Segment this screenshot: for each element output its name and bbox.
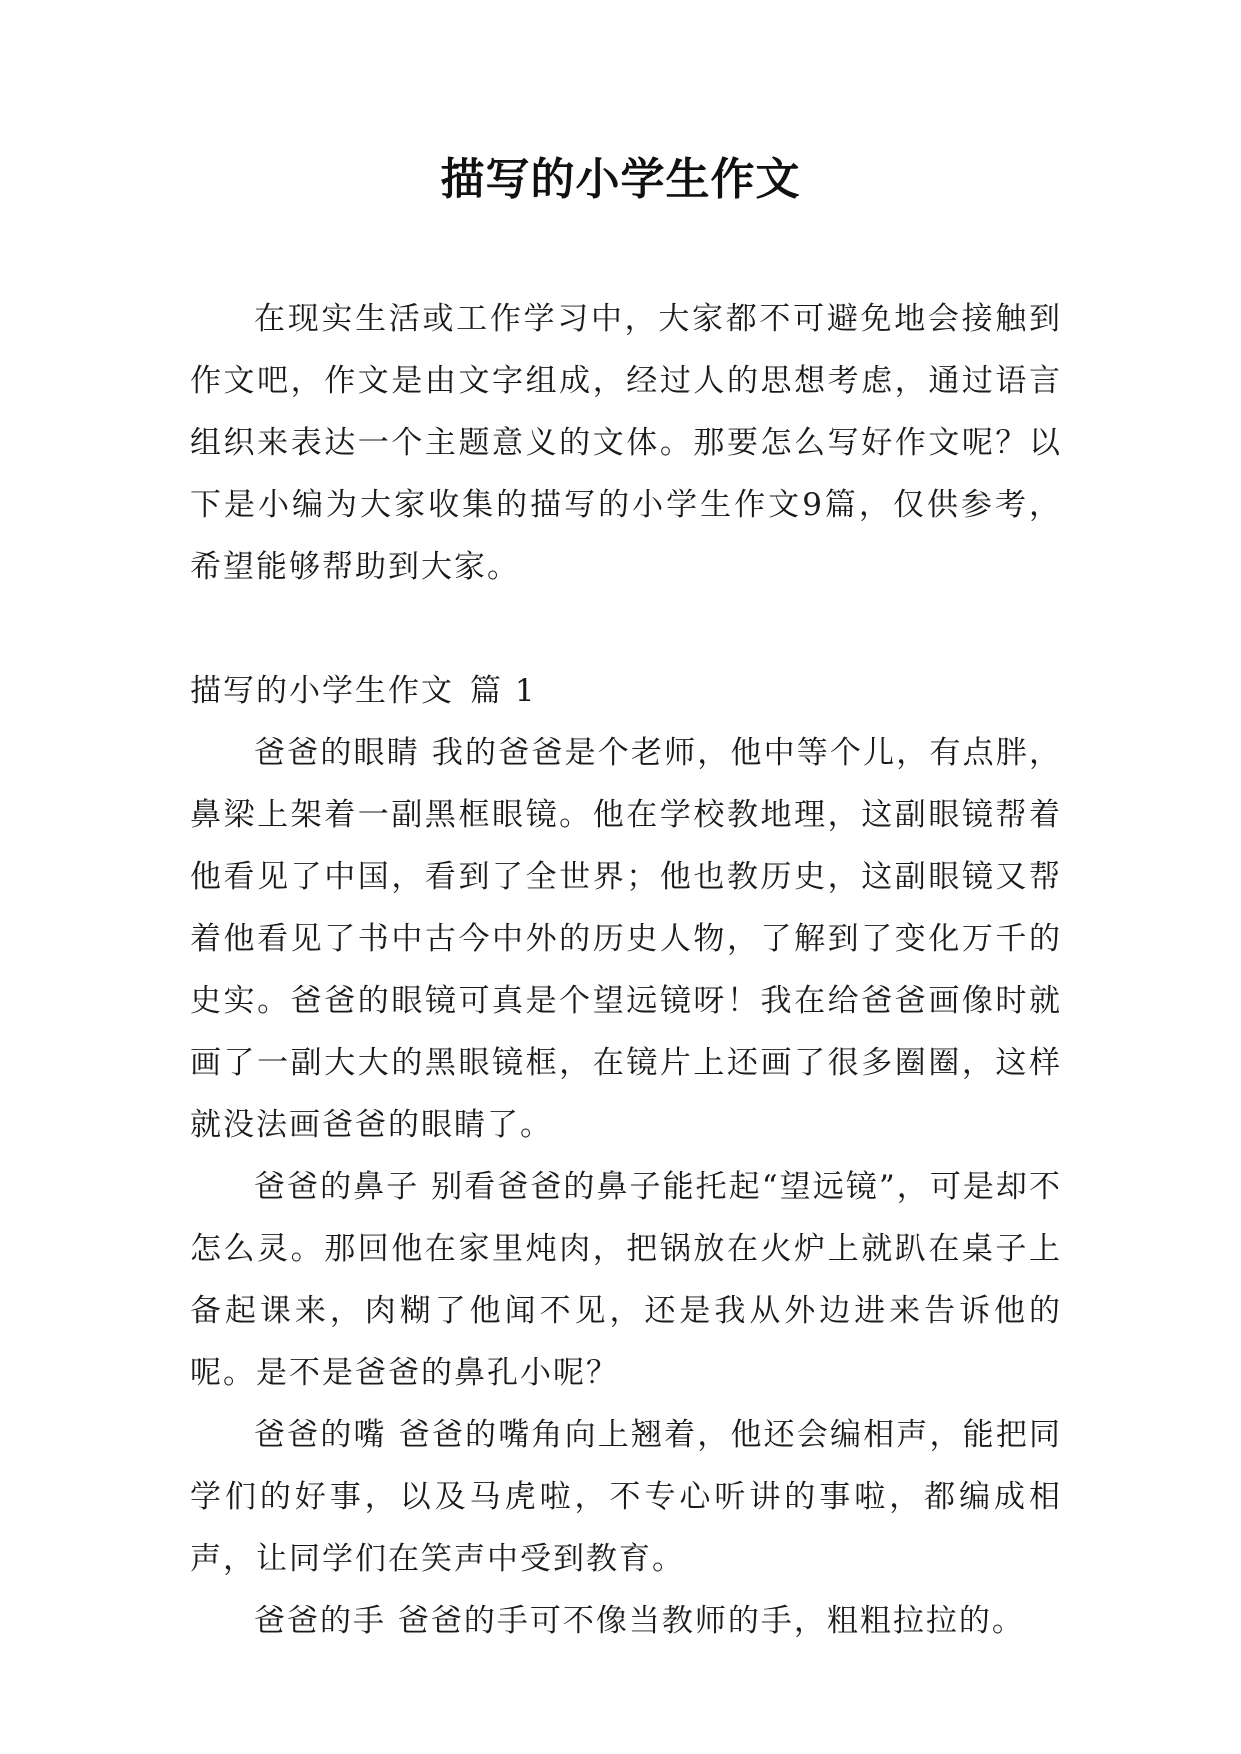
body-paragraph-nose: 爸爸的鼻子 别看爸爸的鼻子能托起“望远镜”，可是却不怎么灵。那回他在家里炖肉，把锅放在火炉上就趴在桌子上备起课来，肉糊了他闻不见，还是我从外边进来告诉他的呢。是不是爸爸的鼻孔小呢？ <box>190 1169 1062 1391</box>
section-title: 描写的小学生作文 <box>190 673 454 709</box>
body-paragraph-hands: 爸爸的手 爸爸的手可不像当教师的手，粗粗拉拉的。 <box>254 1603 1025 1639</box>
section-heading <box>190 660 1062 722</box>
page-title: 描写的小学生作文 <box>440 154 801 205</box>
body-paragraph-eyes: 爸爸的眼睛 我的爸爸是个老师，他中等个儿，有点胖，鼻梁上架着一副黑框眼镜。他在学校教地理，这副眼镜帮着他看见了中国，看到了全世界；他也教历史，这副眼镜又帮着他看见了书中古今中外的历史人物，了解到了变化万千的史实。爸爸的眼镜可真是个望远镜呀！我在给爸爸画像时就画了一副大大的黑眼镜框，在镜片上还画了很多圈圈，这样就没法画爸爸的眼睛了。 <box>190 735 1062 1143</box>
document-body <box>190 288 1062 1652</box>
body-paragraph-mouth: 爸爸的嘴 爸爸的嘴角向上翘着，他还会编相声，能把同学们的好事，以及马虎啦，不专心听讲的事啦，都编成相声，让同学们在笑声中受到教育。 <box>190 1417 1062 1577</box>
section-number: 篇 1 <box>470 673 537 709</box>
intro-paragraph: 在现实生活或工作学习中，大家都不可避免地会接触到作文吧，作文是由文字组成，经过人的思想考虑，通过语言组织来表达一个主题意义的文体。那要怎么写好作文呢？以下是小编为大家收集的描写的小学生作文9篇，仅供参考，希望能够帮助到大家。 <box>190 301 1062 585</box>
